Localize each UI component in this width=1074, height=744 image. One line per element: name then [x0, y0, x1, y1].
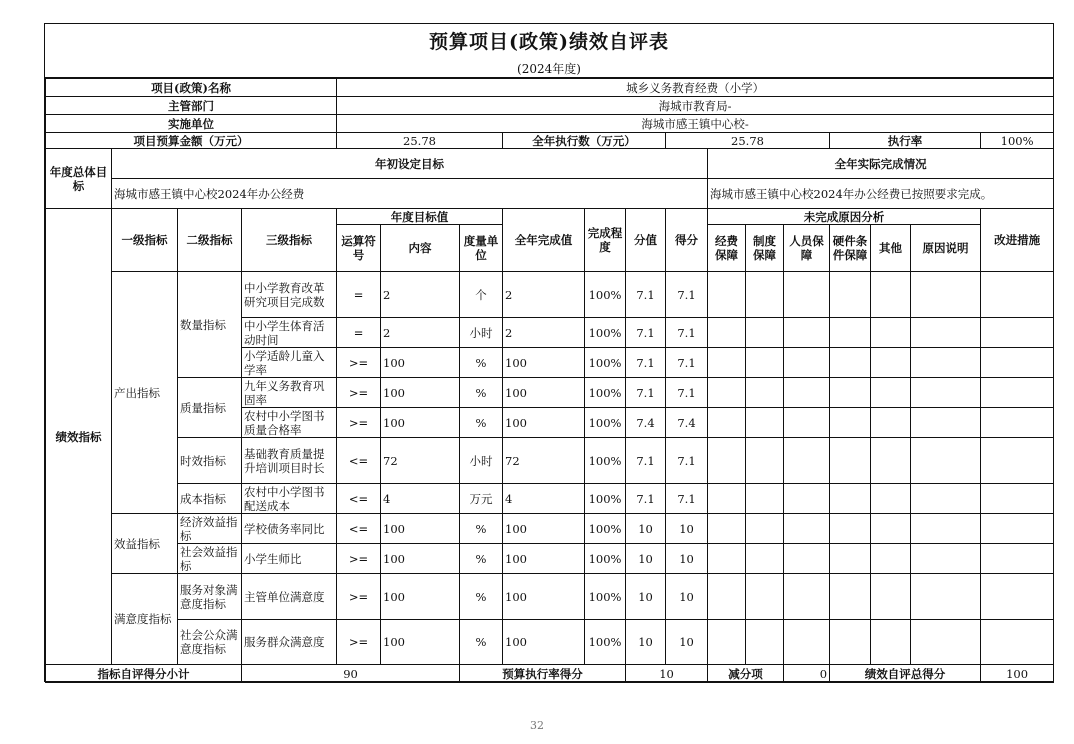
table-row — [46, 484, 1054, 514]
unit-value: 海城市感王镇中心校- — [337, 115, 1054, 133]
completion-cell: 100% — [585, 348, 626, 378]
rate-value: 100% — [981, 133, 1054, 149]
level2-social: 社会效益指标 — [178, 544, 242, 574]
dept-value: 海城市教育局- — [337, 97, 1054, 115]
level3-cell: 农村中小学图书配送成本 — [242, 484, 337, 514]
unit-cell: 小时 — [460, 438, 503, 484]
completion-cell: 100% — [585, 408, 626, 438]
weight-cell: 10 — [626, 574, 666, 620]
unit-label: 实施单位 — [46, 115, 337, 133]
level1-output: 产出指标 — [112, 272, 178, 514]
score-cell: 7.1 — [666, 378, 708, 408]
goal-done-header: 全年实际完成情况 — [708, 149, 1054, 179]
completion-cell: 100% — [585, 438, 626, 484]
level3-cell: 农村中小学图书质量合格率 — [242, 408, 337, 438]
weight-cell: 7.1 — [626, 438, 666, 484]
level2-timeliness: 时效指标 — [178, 438, 242, 484]
header-row-1 — [46, 209, 1054, 225]
budget-value: 25.78 — [337, 133, 503, 149]
score-cell: 10 — [666, 544, 708, 574]
unit-cell: % — [460, 574, 503, 620]
value-cell: 100 — [381, 348, 460, 378]
budget-score-label: 预算执行率得分 — [460, 665, 626, 683]
score-cell: 7.1 — [666, 484, 708, 514]
project-name-label: 项目(政策)名称 — [46, 79, 337, 97]
level3-cell: 基础教育质量提升培训项目时长 — [242, 438, 337, 484]
header-level1: 一级指标 — [112, 209, 178, 272]
actual-cell: 2 — [503, 272, 585, 318]
value-cell: 100 — [381, 574, 460, 620]
unit-cell: 个 — [460, 272, 503, 318]
op-cell: >= — [337, 574, 381, 620]
op-cell: = — [337, 272, 381, 318]
op-cell: >= — [337, 544, 381, 574]
header-score: 得分 — [666, 209, 708, 272]
weight-cell: 7.4 — [626, 408, 666, 438]
header-r-funds: 经费保障 — [708, 225, 746, 272]
value-cell: 100 — [381, 408, 460, 438]
goal-label: 年度总体目标 — [46, 149, 112, 209]
table-row — [46, 272, 1054, 318]
exec-label: 全年执行数（万元） — [503, 133, 666, 149]
level2-service-target: 服务对象满意度指标 — [178, 574, 242, 620]
goal-done-text: 海城市感王镇中心校2024年办公经费已按照要求完成。 — [708, 179, 1054, 209]
dept-label: 主管部门 — [46, 97, 337, 115]
budget-score-value: 10 — [626, 665, 708, 683]
subtotal-label: 指标自评得分小计 — [46, 665, 242, 683]
unit-cell: % — [460, 544, 503, 574]
header-r-explain: 原因说明 — [911, 225, 981, 272]
unit-cell: % — [460, 348, 503, 378]
form-title: 预算项目(政策)绩效自评表 — [429, 31, 669, 53]
table-row — [46, 544, 1054, 574]
table-row — [46, 438, 1054, 484]
header-improve: 改进措施 — [981, 209, 1054, 272]
goal-set-text: 海城市感王镇中心校2024年办公经费 — [112, 179, 708, 209]
completion-cell: 100% — [585, 318, 626, 348]
weight-cell: 10 — [626, 514, 666, 544]
level3-cell: 中小学生体育活动时间 — [242, 318, 337, 348]
op-cell: <= — [337, 484, 381, 514]
actual-cell: 100 — [503, 574, 585, 620]
value-cell: 2 — [381, 272, 460, 318]
weight-cell: 7.1 — [626, 378, 666, 408]
actual-cell: 100 — [503, 378, 585, 408]
header-op: 运算符号 — [337, 225, 381, 272]
project-name-row — [46, 79, 1054, 97]
completion-cell: 100% — [585, 544, 626, 574]
header-r-other: 其他 — [871, 225, 911, 272]
goal-header-row — [46, 149, 1054, 179]
actual-cell: 100 — [503, 544, 585, 574]
level2-quantity: 数量指标 — [178, 272, 242, 378]
weight-cell: 10 — [626, 544, 666, 574]
score-cell: 10 — [666, 574, 708, 620]
score-cell: 7.1 — [666, 348, 708, 378]
unit-cell: 万元 — [460, 484, 503, 514]
score-cell: 10 — [666, 620, 708, 665]
dept-row — [46, 97, 1054, 115]
subtotal-value: 90 — [242, 665, 460, 683]
level3-cell: 小学生师比 — [242, 544, 337, 574]
completion-cell: 100% — [585, 272, 626, 318]
actual-cell: 72 — [503, 438, 585, 484]
header-level2: 二级指标 — [178, 209, 242, 272]
level2-cost: 成本指标 — [178, 484, 242, 514]
value-cell: 72 — [381, 438, 460, 484]
level2-public: 社会公众满意度指标 — [178, 620, 242, 665]
op-cell: >= — [337, 348, 381, 378]
value-cell: 100 — [381, 514, 460, 544]
op-cell: >= — [337, 620, 381, 665]
completion-cell: 100% — [585, 484, 626, 514]
evaluation-table — [45, 78, 1054, 683]
score-cell: 10 — [666, 514, 708, 544]
goal-content-row — [46, 179, 1054, 209]
score-cell: 7.1 — [666, 438, 708, 484]
weight-cell: 10 — [626, 620, 666, 665]
value-cell: 4 — [381, 484, 460, 514]
op-cell: <= — [337, 438, 381, 484]
unit-cell: % — [460, 514, 503, 544]
total-value: 100 — [981, 665, 1054, 683]
value-cell: 100 — [381, 620, 460, 665]
level3-cell: 主管单位满意度 — [242, 574, 337, 620]
level3-cell: 九年义务教育巩固率 — [242, 378, 337, 408]
header-reasons: 未完成原因分析 — [708, 209, 981, 225]
unit-row — [46, 115, 1054, 133]
weight-cell: 7.1 — [626, 484, 666, 514]
table-row — [46, 620, 1054, 665]
value-cell: 100 — [381, 544, 460, 574]
exec-value: 25.78 — [666, 133, 830, 149]
value-cell: 100 — [381, 378, 460, 408]
rate-label: 执行率 — [830, 133, 981, 149]
deduct-value: 0 — [784, 665, 830, 683]
actual-cell: 100 — [503, 348, 585, 378]
budget-label: 项目预算金额（万元） — [46, 133, 337, 149]
actual-cell: 100 — [503, 620, 585, 665]
total-label: 绩效自评总得分 — [830, 665, 981, 683]
actual-cell: 2 — [503, 318, 585, 348]
header-content: 内容 — [381, 225, 460, 272]
page-number: 32 — [530, 719, 544, 732]
unit-cell: % — [460, 378, 503, 408]
form-year: (2024年度) — [45, 60, 1053, 78]
header-actual: 全年完成值 — [503, 209, 585, 272]
level3-cell: 学校债务率同比 — [242, 514, 337, 544]
unit-cell: % — [460, 620, 503, 665]
level3-cell: 中小学教育改革研究项目完成数 — [242, 272, 337, 318]
level2-economic: 经济效益指标 — [178, 514, 242, 544]
table-row — [46, 514, 1054, 544]
level2-quality: 质量指标 — [178, 378, 242, 438]
project-name-value: 城乡义务教育经费（小学） — [337, 79, 1054, 97]
op-cell: >= — [337, 408, 381, 438]
header-r-hardware: 硬件条件保障 — [830, 225, 871, 272]
header-weight: 分值 — [626, 209, 666, 272]
table-row — [46, 378, 1054, 408]
level1-benefit: 效益指标 — [112, 514, 178, 574]
goal-set-header: 年初设定目标 — [112, 149, 708, 179]
self-evaluation-form — [44, 23, 1054, 682]
header-unit: 度量单位 — [460, 225, 503, 272]
score-cell: 7.1 — [666, 272, 708, 318]
weight-cell: 7.1 — [626, 348, 666, 378]
score-cell: 7.1 — [666, 318, 708, 348]
score-cell: 7.4 — [666, 408, 708, 438]
unit-cell: % — [460, 408, 503, 438]
completion-cell: 100% — [585, 514, 626, 544]
value-cell: 2 — [381, 318, 460, 348]
deduct-label: 减分项 — [708, 665, 784, 683]
weight-cell: 7.1 — [626, 318, 666, 348]
op-cell: = — [337, 318, 381, 348]
header-level3: 三级指标 — [242, 209, 337, 272]
perf-label: 绩效指标 — [46, 209, 112, 665]
completion-cell: 100% — [585, 574, 626, 620]
weight-cell: 7.1 — [626, 272, 666, 318]
completion-cell: 100% — [585, 378, 626, 408]
header-target: 年度目标值 — [337, 209, 503, 225]
actual-cell: 100 — [503, 514, 585, 544]
table-row — [46, 574, 1054, 620]
level1-satisfaction: 满意度指标 — [112, 574, 178, 665]
header-r-staff: 人员保障 — [784, 225, 830, 272]
completion-cell: 100% — [585, 620, 626, 665]
actual-cell: 4 — [503, 484, 585, 514]
level3-cell: 服务群众满意度 — [242, 620, 337, 665]
budget-row — [46, 133, 1054, 149]
header-r-system: 制度保障 — [746, 225, 784, 272]
actual-cell: 100 — [503, 408, 585, 438]
unit-cell: 小时 — [460, 318, 503, 348]
op-cell: >= — [337, 378, 381, 408]
header-completion: 完成程度 — [585, 209, 626, 272]
level3-cell: 小学适龄儿童入学率 — [242, 348, 337, 378]
op-cell: <= — [337, 514, 381, 544]
footer-row — [46, 665, 1054, 683]
